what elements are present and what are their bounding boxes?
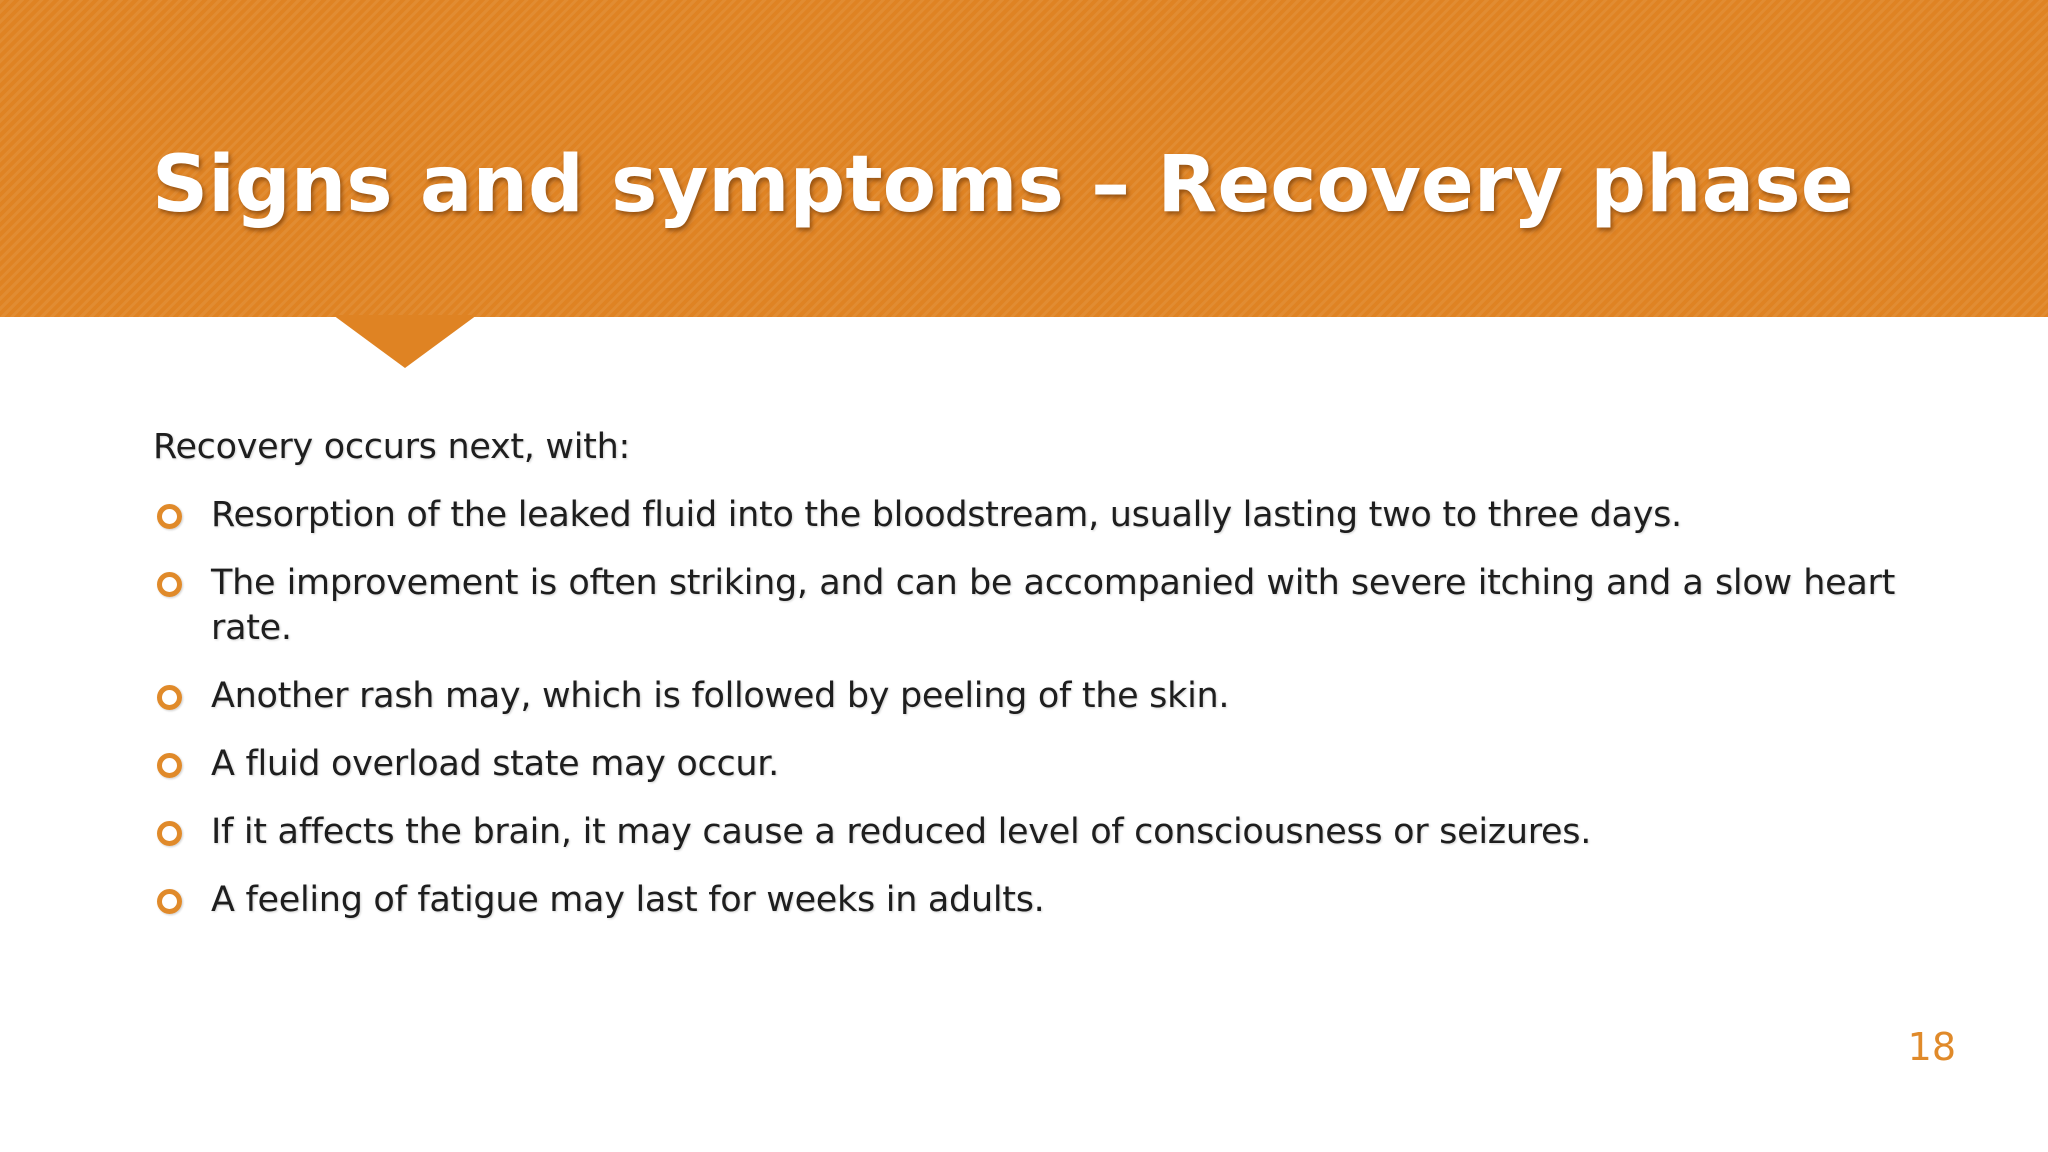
- bullet-text: The improvement is often striking, and can be accompanied with severe itching and a slow heart rate.: [211, 563, 1895, 648]
- hollow-circle-icon: [157, 685, 182, 710]
- bullet-item: [153, 674, 1895, 719]
- hollow-circle-icon: [157, 821, 182, 846]
- hollow-circle-icon: [157, 504, 182, 529]
- bullet-text: A feeling of fatigue may last for weeks in adults.: [211, 880, 1045, 920]
- hollow-circle-icon: [157, 889, 182, 914]
- bullet-item: [153, 878, 1895, 923]
- bullet-text: A fluid overload state may occur.: [211, 744, 779, 784]
- bullet-text: Another rash may, which is followed by peeling of the skin.: [211, 676, 1230, 716]
- bullet-item: [153, 742, 1895, 787]
- hollow-circle-icon: [157, 572, 182, 597]
- page-number: 18: [1907, 1025, 1956, 1069]
- intro-text: Recovery occurs next, with:: [153, 427, 630, 467]
- bullet-item: [153, 810, 1895, 855]
- hollow-circle-icon: [157, 753, 182, 778]
- bullet-text: Resorption of the leaked fluid into the bloodstream, usually lasting two to three days.: [211, 495, 1682, 535]
- bullet-item: [153, 561, 1895, 651]
- bullet-list: [153, 493, 1895, 923]
- slide-content: [153, 425, 1895, 946]
- bullet-text: If it affects the brain, it may cause a reduced level of consciousness or seizures.: [211, 812, 1592, 852]
- bullet-item: [153, 493, 1895, 538]
- slide-title: Signs and symptoms – Recovery phase: [152, 140, 1854, 230]
- header-notch: [333, 315, 477, 368]
